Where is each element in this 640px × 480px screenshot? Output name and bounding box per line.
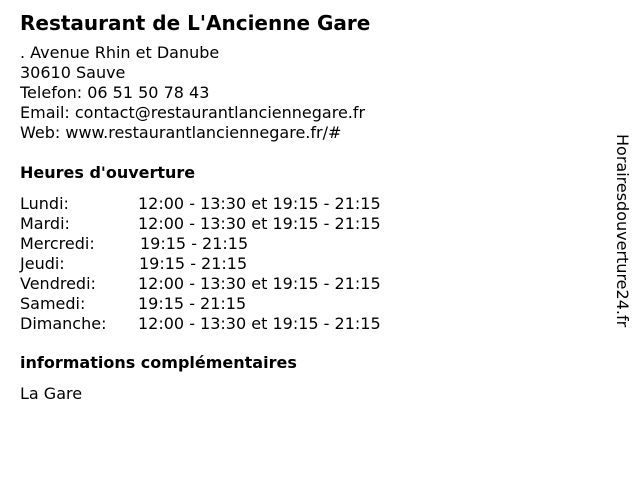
time-value: 12:00 - 13:30 et 19:15 - 21:15 xyxy=(138,274,381,293)
hours-table xyxy=(20,194,381,334)
day-label: Mardi: xyxy=(20,214,70,233)
hours-row-sunday xyxy=(20,314,381,334)
hours-row-friday xyxy=(20,274,381,294)
day-label: Mercredi: xyxy=(20,234,95,253)
info-text: La Gare xyxy=(20,384,83,403)
time-value: 19:15 - 21:15 xyxy=(138,294,247,313)
email-line: Email: contact@restaurantlanciennegare.fr xyxy=(20,103,366,122)
day-label: Vendredi: xyxy=(20,274,96,293)
time-value: 12:00 - 13:30 et 19:15 - 21:15 xyxy=(138,214,381,233)
side-watermark xyxy=(612,134,632,370)
phone-line: Telefon: 06 51 50 78 43 xyxy=(20,83,210,102)
restaurant-title: Restaurant de L'Ancienne Gare xyxy=(20,11,371,35)
web-line: Web: www.restaurantlanciennegare.fr/# xyxy=(20,123,342,142)
watermark-text: Horairesdouverture24.fr xyxy=(613,134,632,328)
hours-row-wednesday xyxy=(20,234,381,254)
hours-row-thursday xyxy=(20,254,381,274)
address-block xyxy=(20,43,365,143)
address-city: 30610 Sauve xyxy=(20,63,126,82)
day-label: Dimanche: xyxy=(20,314,107,333)
day-label: Lundi: xyxy=(20,194,69,213)
day-label: Samedi: xyxy=(20,294,86,313)
address-street: . Avenue Rhin et Danube xyxy=(20,43,220,62)
hours-row-saturday xyxy=(20,294,381,314)
hours-row-tuesday xyxy=(20,214,381,234)
time-value: 12:00 - 13:30 et 19:15 - 21:15 xyxy=(138,194,381,213)
time-value: 19:15 - 21:15 xyxy=(140,234,249,253)
time-value: 12:00 - 13:30 et 19:15 - 21:15 xyxy=(138,314,381,333)
day-label: Jeudi: xyxy=(20,254,65,273)
time-value: 19:15 - 21:15 xyxy=(139,254,248,273)
hours-row-monday xyxy=(20,194,381,214)
info-heading: informations complémentaires xyxy=(20,353,297,372)
hours-heading: Heures d'ouverture xyxy=(20,163,196,182)
